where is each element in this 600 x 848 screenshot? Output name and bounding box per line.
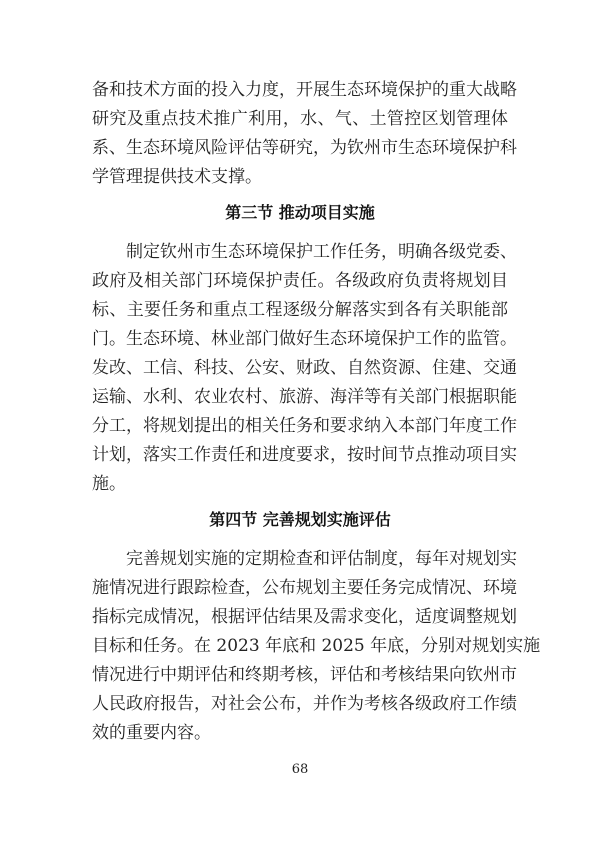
- text-line: 标、主要任务和重点工程逐级分解落实到各有关职能部: [92, 300, 508, 320]
- text-line: 研究及重点技术推广利用，水、气、土管控区划管理体: [92, 109, 508, 129]
- text-line: 人民政府报告，对社会公布，并作为考核各级政府工作绩: [92, 694, 517, 714]
- text-line: 完善规划实施的定期检查和评估制度，每年对规划实: [126, 549, 517, 569]
- text-line: 目标和任务。在 2023 年底和 2025 年底，分别对规划实施: [92, 636, 541, 656]
- text-line: 效的重要内容。: [92, 723, 211, 743]
- text-line: 制定钦州市生态环境保护工作任务，明确各级党委、: [126, 242, 517, 262]
- text-line: 发改、工信、科技、公安、财政、自然资源、住建、交通: [92, 358, 517, 378]
- section-heading-3: 第三节 推动项目实施: [225, 203, 375, 222]
- text-line: 情况进行中期评估和终期考核，评估和考核结果向钦州市: [92, 665, 517, 685]
- text-line: 运输、水利、农业农村、旅游、海洋等有关部门根据职能: [92, 387, 517, 407]
- text-line: 施。: [92, 474, 126, 494]
- page-number: 68: [291, 762, 309, 777]
- section-heading-4: 第四节 完善规划实施评估: [209, 510, 391, 529]
- text-line: 指标完成情况，根据评估结果及需求变化，适度调整规划: [92, 607, 517, 627]
- text-line: 系、生态环境风险评估等研究，为钦州市生态环境保护科: [92, 138, 517, 158]
- text-line: 备和技术方面的投入力度，开展生态环境保护的重大战略: [92, 80, 517, 100]
- text-line: 分工，将规划提出的相关任务和要求纳入本部门年度工作: [92, 416, 517, 436]
- text-line: 门。生态环境、林业部门做好生态环境保护工作的监管。: [92, 329, 517, 349]
- text-line: 施情况进行跟踪检查，公布规划主要任务完成情况、环境: [92, 578, 517, 598]
- text-line: 学管理提供技术支撑。: [92, 167, 262, 187]
- text-line: 计划，落实工作责任和进度要求，按时间节点推动项目实: [92, 445, 517, 465]
- text-line: 政府及相关部门环境保护责任。各级政府负责将规划目: [92, 271, 508, 291]
